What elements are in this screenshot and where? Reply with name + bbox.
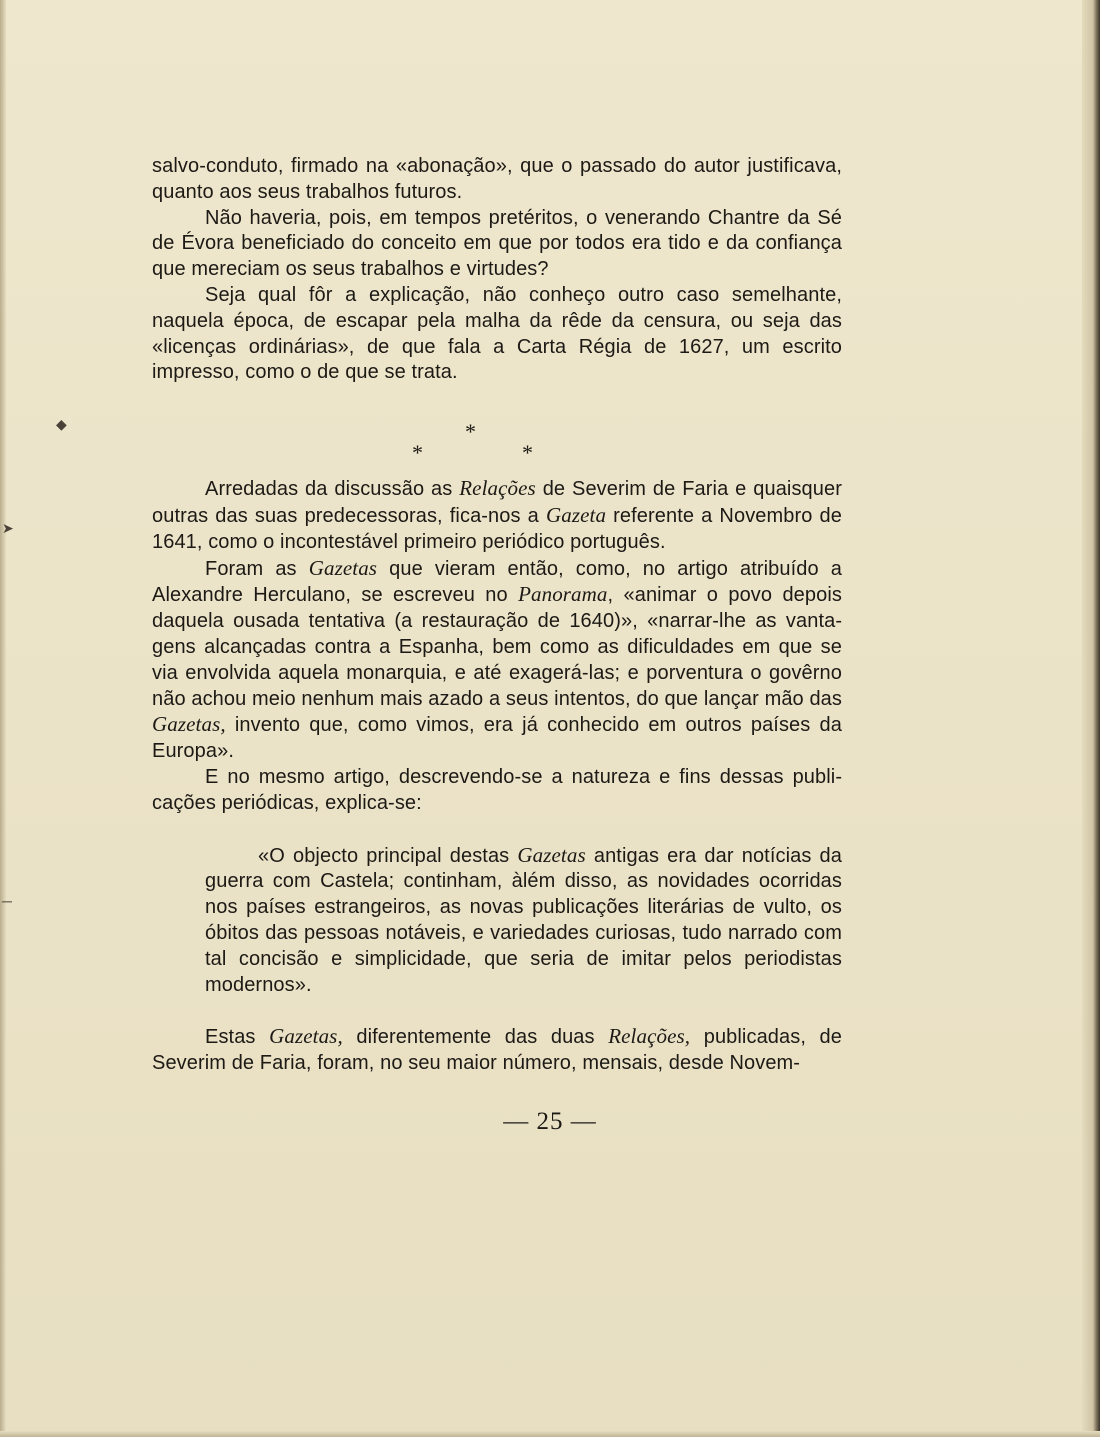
section-separator (152, 386, 842, 476)
italic-title: Panorama (518, 582, 608, 607)
asterisk: * (465, 419, 477, 445)
italic-title: Gazeta (545, 502, 607, 527)
asterisk: * (412, 440, 424, 466)
asterisk: * (522, 440, 534, 466)
quote-paragraph: «O objecto principal destas Gazetas antigas era dar notícias da guerra com Castela; continham, àlém disso, as novidades ocorridas nos países estrangeiros, as novas publicações literárias de vulto, os óbitos das pessoas notáveis, e variedades curiosas, tudo narrado com tal concisão e simplicidade, que seria de imitar pelos periodistas modernos». (205, 842, 843, 996)
page-bottom-edge (0, 1431, 1100, 1437)
italic-title: Gazetas, (269, 1024, 343, 1049)
italic-title: Relações, (608, 1024, 691, 1049)
paragraph: Seja qual fôr a explicação, não conheço outro caso semelhante, naquela época, de escapar pela malha da rêde da censura, ou seja das «licenças ordinárias», de que fala a Carta Régia de 1627, um escrito impresso, como o de que se trata. (152, 283, 842, 384)
body-text (152, 154, 842, 1077)
margin-mark: ◆ (56, 416, 67, 432)
paragraph: Foram as Gazetas que vieram então, como, no artigo atribuído a Alexandre Herculano, se escreveu no Panorama, «animar o povo depois daquela ousada tentativa (a restauração de 1640)», «narrar-lhe as vantagens alcançadas contra a Espanha, bem como as dificuldades em que se via envolvida aquela monarquia, e até exagerá-las; e porventura o govêrno não achou meio nenhum mais azado a seus intentos, do que lançar mão das Gazetas, invento que, como vimos, era já conhecido em outros países da Europa». (152, 555, 842, 763)
paragraph: Estas Gazetas, diferentemente das duas Relações, publicadas, de Severim de Faria, foram, no seu maior número, mensais, desde Novem- (152, 1024, 843, 1075)
italic-title: Gazetas (308, 555, 378, 580)
block-quote (205, 843, 842, 999)
paragraph: E no mesmo artigo, descrevendo-se a natureza e fins dessas publicações periódicas, explica-se: (152, 765, 842, 814)
italic-title: Gazetas (517, 842, 586, 867)
page-left-edge (0, 0, 6, 1437)
page-number: — 25 — (503, 1108, 597, 1135)
page-right-edge (1082, 0, 1100, 1437)
italic-title: Gazetas, (152, 712, 226, 737)
paragraph: Não haveria, pois, em tempos pretéritos, o venerando Chantre da Sé de Évora beneficiado do conceito em que por todos era tido e da confiança que mereciam os seus trabalhos e virtudes? (152, 206, 842, 281)
margin-mark: ─ (2, 893, 12, 909)
paragraph: Arredadas da discussão as Relações de Severim de Faria e quaisquer outras das suas predecessoras, fica-nos a Gazeta referente a Novembro de 1641, como o incontestável primeiro periódico português. (152, 476, 842, 553)
italic-title: Relações (459, 476, 536, 501)
margin-mark: ➤ (2, 520, 14, 536)
paragraph: salvo-conduto, firmado na «abonação», que o passado do autor justificava, quanto aos seus trabalhos futuros. (152, 155, 842, 203)
